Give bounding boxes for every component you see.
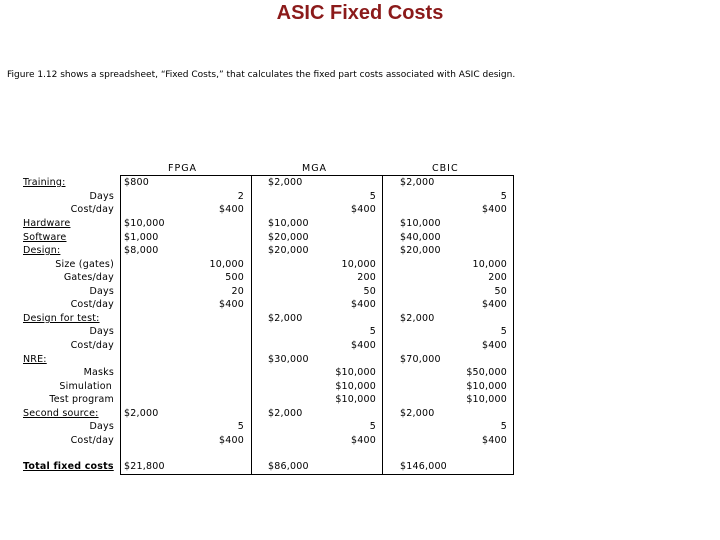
cell-fpga-b: 500 <box>225 272 244 283</box>
cell-mga-b: 5 <box>369 421 376 432</box>
cell-cbic-b: $400 <box>482 204 507 215</box>
cell-mga-b: $400 <box>351 299 376 310</box>
cell-cbic-a: $2,000 <box>400 177 435 188</box>
cell-cbic-b: 200 <box>488 272 507 283</box>
row-label: Days <box>89 191 114 202</box>
cell-fpga-b: 2 <box>237 191 244 202</box>
cell-cbic-a: $70,000 <box>400 354 441 365</box>
cell-mga-a: $20,000 <box>268 232 309 243</box>
cell-mga-b: $10,000 <box>335 381 376 392</box>
row-label: Cost/day <box>70 340 114 351</box>
cell-mga-b: 200 <box>357 272 376 283</box>
cell-cbic-a: $20,000 <box>400 245 441 256</box>
row-label: Design: <box>23 245 61 256</box>
row-label: Days <box>89 326 114 337</box>
cell-cbic-b: 5 <box>500 421 507 432</box>
cell-cbic-a: $40,000 <box>400 232 441 243</box>
cell-fpga-b: 20 <box>231 286 244 297</box>
cell-cbic-b: $10,000 <box>466 381 507 392</box>
cell-mga-a: $20,000 <box>268 245 309 256</box>
cell-cbic-b: $400 <box>482 299 507 310</box>
cell-mga-b: 50 <box>363 286 376 297</box>
row-label: Total fixed costs <box>23 461 114 472</box>
cell-cbic-b: 5 <box>500 326 507 337</box>
row-label: Size (gates) <box>55 259 114 270</box>
cell-mga-b: $10,000 <box>335 367 376 378</box>
cell-cbic-b: 5 <box>500 191 507 202</box>
cell-fpga-a: $21,800 <box>124 461 165 472</box>
page-title: ASIC Fixed Costs <box>276 2 444 24</box>
cell-fpga-b: $400 <box>219 435 244 446</box>
cell-fpga-a: $10,000 <box>124 218 165 229</box>
cell-fpga-b: $400 <box>219 204 244 215</box>
cell-fpga-a: $8,000 <box>124 245 159 256</box>
cell-cbic-a: $2,000 <box>400 408 435 419</box>
cell-mga-a: $2,000 <box>268 177 303 188</box>
row-label: Cost/day <box>70 204 114 215</box>
row-label: Training: <box>23 177 66 188</box>
cell-mga-b: $10,000 <box>335 394 376 405</box>
column-divider-2 <box>251 175 252 475</box>
column-header-fpga: FPGA <box>168 163 198 174</box>
row-label: Days <box>89 286 114 297</box>
row-label: Gates/day <box>63 272 114 283</box>
cell-mga-a: $2,000 <box>268 408 303 419</box>
column-divider-3 <box>382 175 383 475</box>
cell-fpga-b: 5 <box>237 421 244 432</box>
column-divider-4 <box>513 175 514 475</box>
cell-cbic-a: $10,000 <box>400 218 441 229</box>
row-label: Design for test: <box>23 313 100 324</box>
header-rule <box>120 175 514 176</box>
cell-mga-b: 5 <box>369 191 376 202</box>
cell-cbic-b: $50,000 <box>466 367 507 378</box>
row-label: Test program <box>49 394 114 405</box>
cell-cbic-b: 50 <box>494 286 507 297</box>
cell-mga-a: $10,000 <box>268 218 309 229</box>
row-label: NRE: <box>23 354 47 365</box>
cell-cbic-b: $10,000 <box>466 394 507 405</box>
row-label: Masks <box>83 367 114 378</box>
cell-cbic-a: $146,000 <box>400 461 447 472</box>
cell-mga-b: 5 <box>369 326 376 337</box>
total-rule <box>120 474 514 475</box>
cell-mga-a: $86,000 <box>268 461 309 472</box>
column-header-mga: MGA <box>302 163 328 174</box>
row-label: Days <box>89 421 114 432</box>
cell-mga-b: 10,000 <box>341 259 376 270</box>
row-label: Second source: <box>23 408 99 419</box>
figure-caption: Figure 1.12 shows a spreadsheet, “Fixed Costs,” that calculates the fixed part costs associated with ASIC design. <box>7 70 516 80</box>
cell-fpga-a: $2,000 <box>124 408 159 419</box>
row-label: Cost/day <box>70 435 114 446</box>
cell-mga-b: $400 <box>351 340 376 351</box>
cell-mga-a: $2,000 <box>268 313 303 324</box>
cell-cbic-a: $2,000 <box>400 313 435 324</box>
cell-cbic-b: 10,000 <box>472 259 507 270</box>
row-label: Software <box>23 232 67 243</box>
column-divider-1 <box>120 175 121 475</box>
cell-fpga-a: $800 <box>124 177 149 188</box>
cell-fpga-a: $1,000 <box>124 232 159 243</box>
cell-mga-a: $30,000 <box>268 354 309 365</box>
cell-cbic-b: $400 <box>482 435 507 446</box>
cell-mga-b: $400 <box>351 204 376 215</box>
row-label: Hardware <box>23 218 71 229</box>
column-header-cbic: CBIC <box>432 163 459 174</box>
row-label: Cost/day <box>70 299 114 310</box>
cell-cbic-b: $400 <box>482 340 507 351</box>
cell-mga-b: $400 <box>351 435 376 446</box>
cell-fpga-b: $400 <box>219 299 244 310</box>
cell-fpga-b: 10,000 <box>209 259 244 270</box>
row-label: Simulation <box>59 381 112 392</box>
